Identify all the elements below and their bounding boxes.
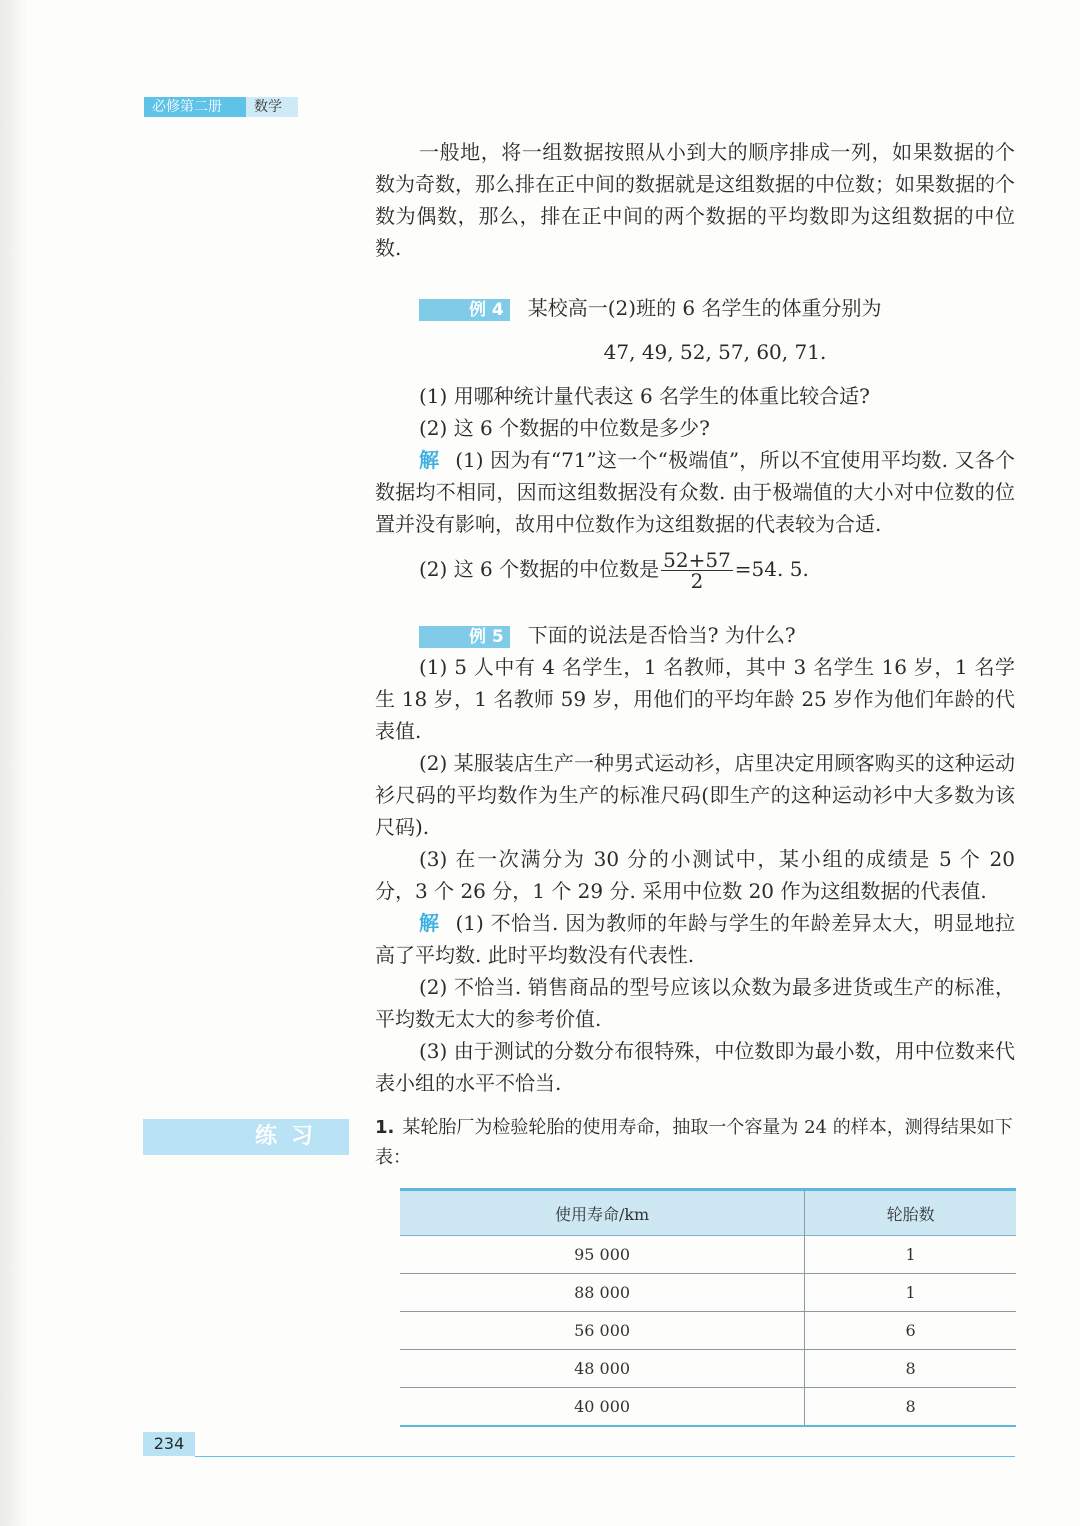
main-text: [375, 136, 1015, 1099]
example-4-label: 例 4: [419, 299, 510, 321]
example-4-solution-1: [375, 444, 1015, 540]
example-4-question-2: (2) 这 6 个数据的中位数是多少?: [419, 416, 710, 440]
intro-paragraph: 一般地，将一组数据按照从小到大的顺序排成一列，如果数据的个数为奇数，那么排在正中间的数据就是这组数据的中位数；如果数据的个数为偶数，那么，排在正中间的两个数据的平均数即为这组数据的中位数.: [375, 140, 1015, 260]
question-text: 某轮胎厂为检验轮胎的使用寿命，抽取一个容量为 24 的样本，测得结果如下表：: [375, 1117, 1013, 1168]
example-5-stem: 下面的说法是否恰当? 为什么?: [527, 623, 796, 647]
practice-heading: 练习: [143, 1119, 349, 1155]
column-header-life: 使用寿命/km: [400, 1190, 805, 1236]
example-4-question-1: (1) 用哪种统计量代表这 6 名学生的体重比较合适?: [419, 384, 870, 408]
example-5-solution-1-text: (1) 不恰当. 因为教师的年龄与学生的年龄差异太大，明显地拉高了平均数. 此时平均数没有代表性.: [375, 911, 1015, 967]
tire-life-table: [400, 1188, 1016, 1427]
column-header-count: 轮胎数: [805, 1190, 1016, 1236]
example-5-solution-3: (3) 由于测试的分数分布很特殊，中位数即为最小数，用中位数来代表小组的水平不恰当.: [375, 1039, 1015, 1095]
cell-count: 8: [805, 1388, 1016, 1427]
table-row: [400, 1388, 1016, 1427]
table-row: [400, 1236, 1016, 1274]
running-header: [144, 97, 298, 117]
cell-count: 1: [805, 1274, 1016, 1312]
cell-count: 1: [805, 1236, 1016, 1274]
example-5-solution-2: (2) 不恰当. 销售商品的型号应该以众数为最多进货或生产的标准，平均数无太大的参考价值.: [375, 975, 1015, 1031]
practice-question-1: [375, 1113, 1017, 1173]
header-book-title: 必修第二册: [144, 97, 246, 117]
example-5-question-3: (3) 在一次满分为 30 分的小测试中，某小组的成绩是 5 个 20 分，3 个 26 分，1 个 29 分. 采用中位数 20 作为这组数据的代表值.: [375, 847, 1015, 903]
cell-life: 88 000: [400, 1274, 805, 1312]
cell-count: 6: [805, 1312, 1016, 1350]
example-4-solution-1-text: (1) 因为有“71”这一个“极端值”，所以不宜使用平均数. 又各个数据均不相同，因而这组数据没有众数. 由于极端值的大小对中位数的位置并没有影响，故用中位数作为这组数据的代表较为合适.: [375, 448, 1016, 536]
question-number: 1.: [375, 1117, 395, 1138]
page-number: 234: [143, 1432, 195, 1456]
example-5-question-2: (2) 某服装店生产一种男式运动衫，店里决定用顾客购买的这种运动衫尺码的平均数作为生产的标准尺码(即生产的这种运动衫中大多数为该尺码).: [375, 751, 1015, 839]
example-5-label: 例 5: [419, 626, 510, 648]
example-5-question-1: (1) 5 人中有 4 名学生，1 名教师，其中 3 名学生 16 岁，1 名学生 18 岁，1 名教师 59 岁，用他们的平均年龄 25 岁作为他们年龄的代表值.: [375, 655, 1015, 743]
cell-life: 95 000: [400, 1236, 805, 1274]
example-5-solution-1: [375, 907, 1015, 971]
table-row: [400, 1274, 1016, 1312]
page-edge-shadow: [0, 0, 28, 1526]
median-fraction: [661, 550, 733, 591]
example-4-stem: 某校高一(2)班的 6 名学生的体重分别为: [527, 296, 882, 320]
example-4-stem-line: [375, 292, 1015, 324]
example-5-stem-line: [375, 619, 1015, 651]
cell-life: 40 000: [400, 1388, 805, 1427]
cell-life: 56 000: [400, 1312, 805, 1350]
footer-rule: [195, 1456, 1015, 1457]
example-4-numbers: 47, 49, 52, 57, 60, 71.: [603, 340, 827, 364]
table-header-row: [400, 1190, 1016, 1236]
cell-count: 8: [805, 1350, 1016, 1388]
example-4-solution-2-prefix: (2) 这 6 个数据的中位数是: [419, 557, 660, 581]
example-4-solution-label: 解: [419, 448, 440, 472]
example-4-solution-2: [375, 550, 1015, 591]
table-row: [400, 1350, 1016, 1388]
example-4-solution-2-suffix: =54. 5.: [734, 557, 809, 581]
example-5-solution-label: 解: [419, 911, 440, 935]
cell-life: 48 000: [400, 1350, 805, 1388]
fraction-numerator: 52+57: [663, 548, 731, 572]
header-subject: 数学: [246, 97, 298, 117]
table-row: [400, 1312, 1016, 1350]
fraction-denominator: 2: [690, 569, 704, 593]
